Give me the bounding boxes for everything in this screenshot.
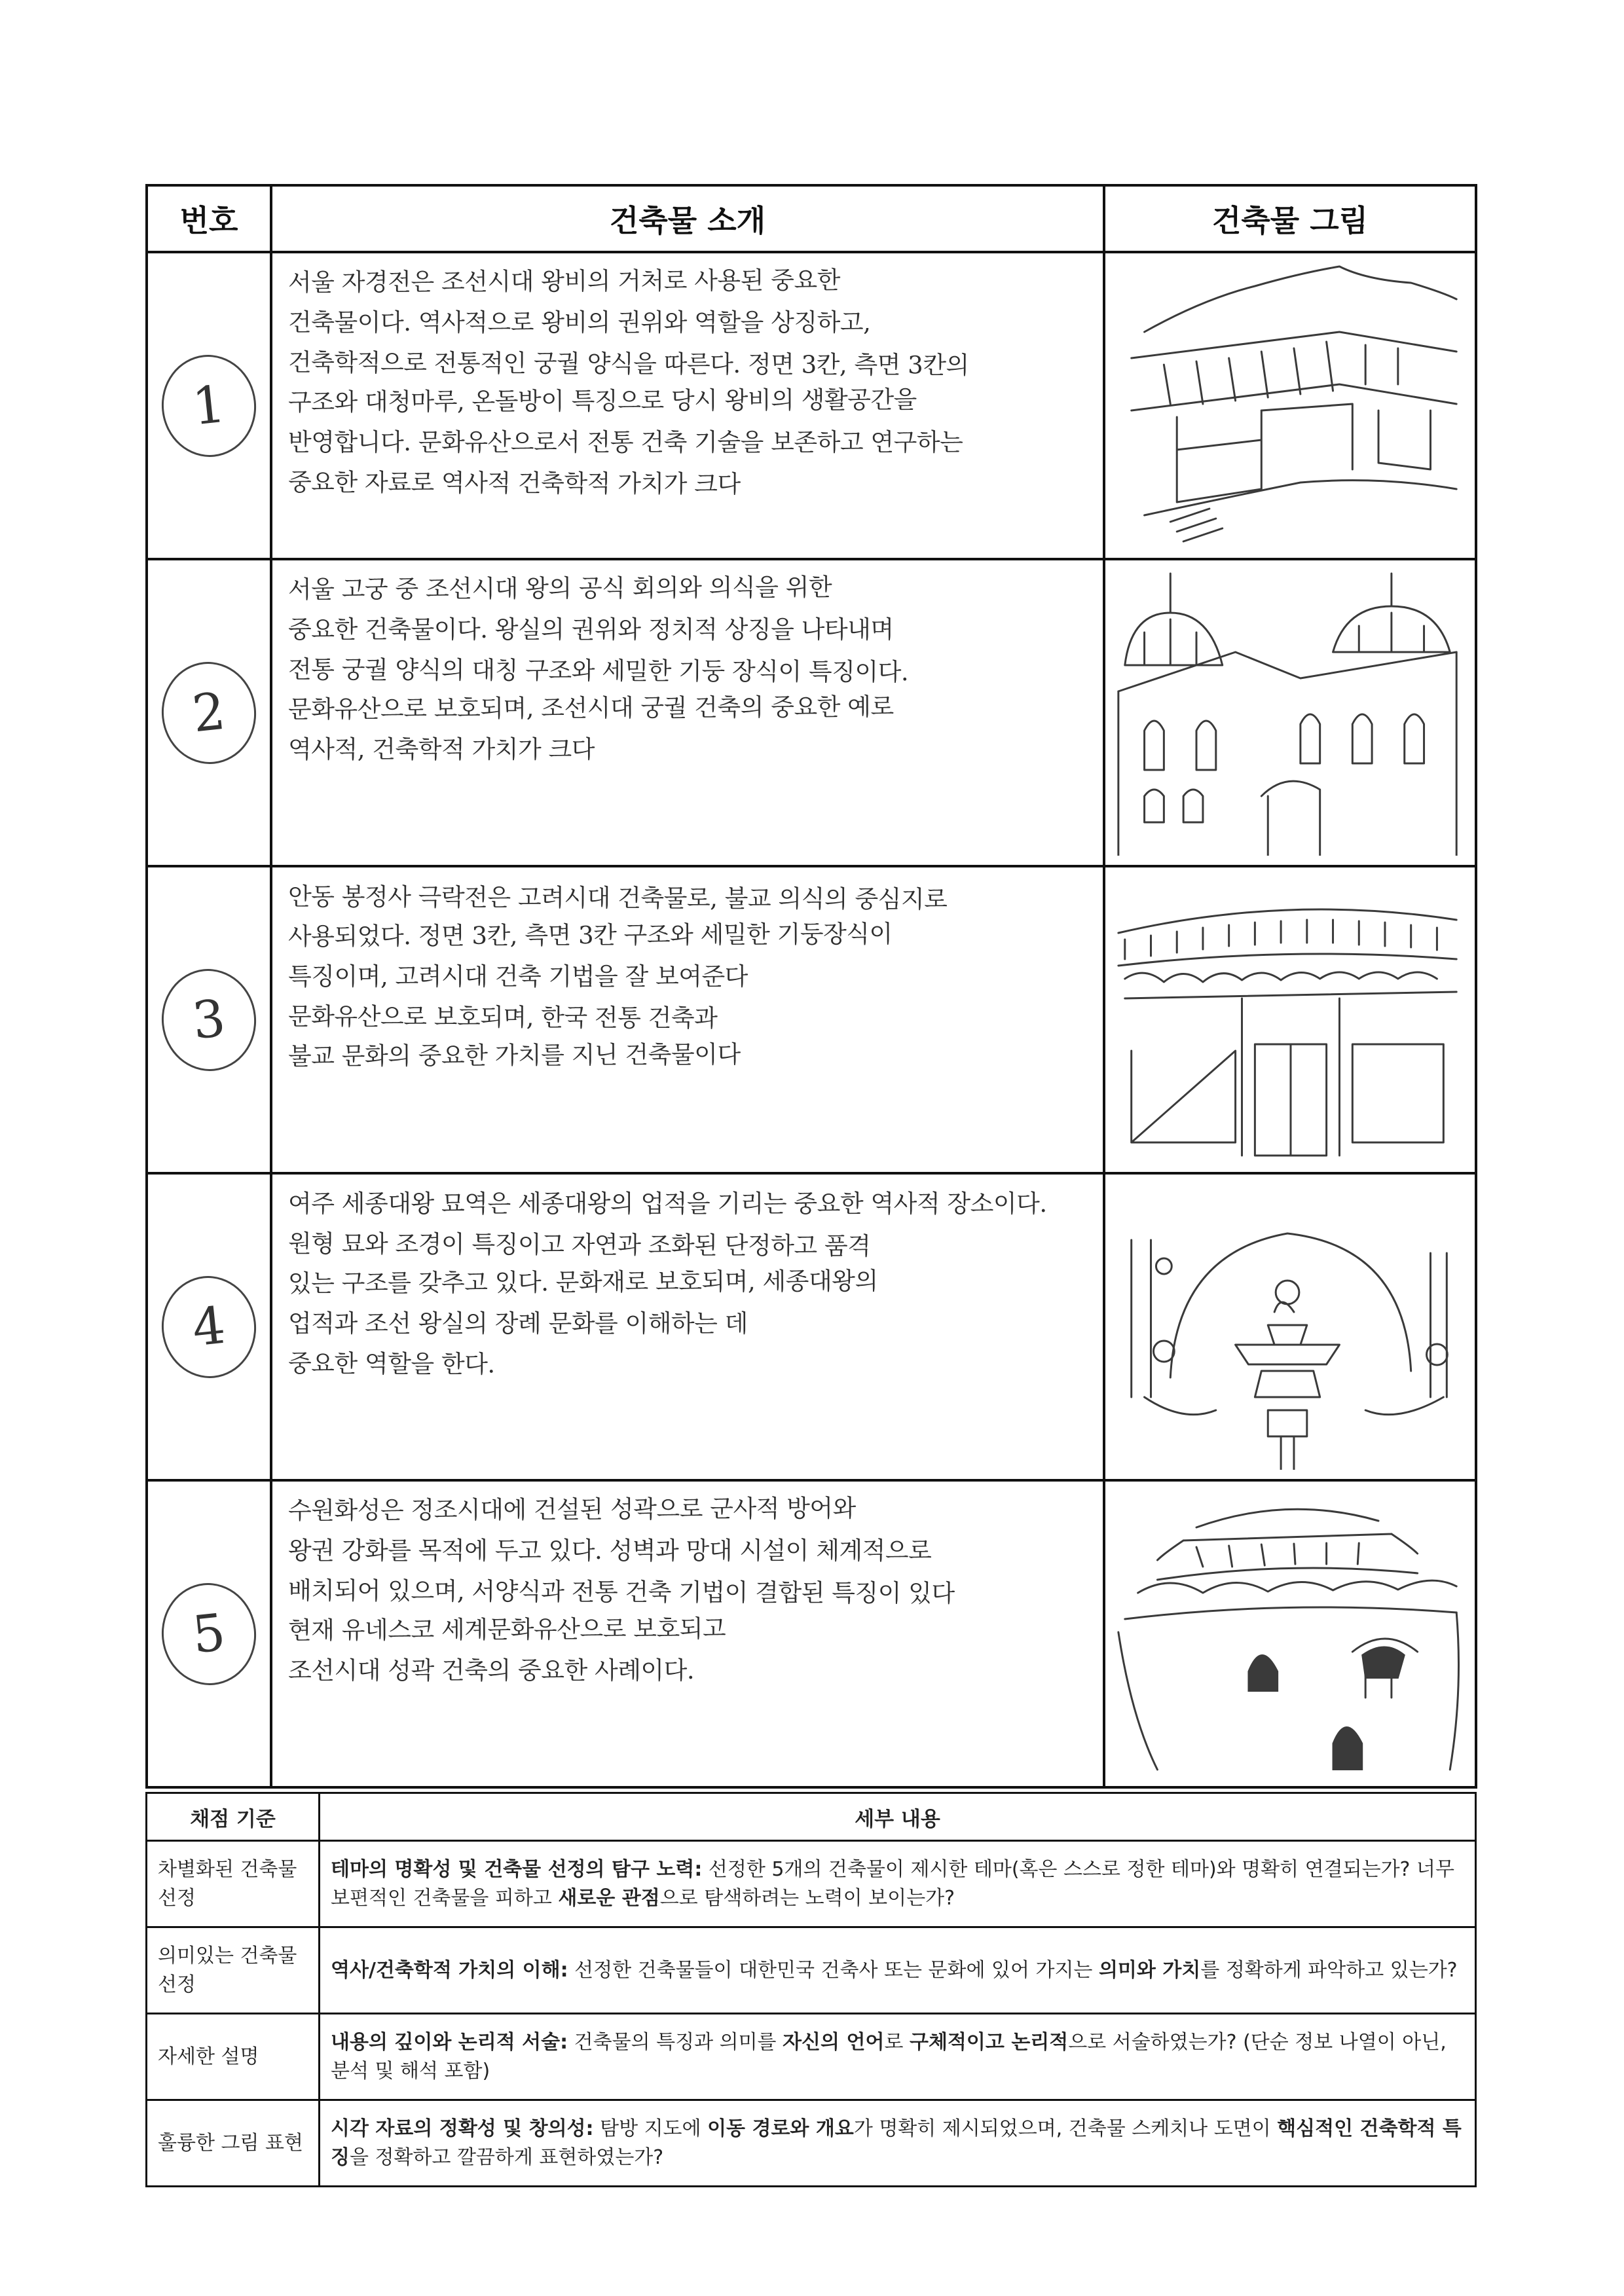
- intro-line: 안동 봉정사 극락전은 고려시대 건축물로, 불교 의식의 중심지로: [288, 883, 948, 914]
- table-row: [147, 252, 1476, 559]
- intro-line: 서울 고궁 중 조선시대 왕의 공식 회의와 의식을 위한: [288, 573, 832, 604]
- drawing-cell: [1104, 559, 1476, 866]
- rubric-row: [147, 2100, 1476, 2187]
- rubric-text: 으로 서술하였는가? (단순 정보 나열이 아닌, 분석 및 해석 포함): [331, 2030, 1447, 2083]
- worksheet-table: [145, 184, 1477, 1789]
- rubric-criteria-label: 훌륭한 그림 표현: [147, 2100, 320, 2187]
- intro-line: 건축물이다. 역사적으로 왕비의 권위와 역할을 상징하고,: [288, 308, 871, 337]
- rubric-keyword: 의미와 가치: [1098, 1958, 1201, 1982]
- row-number-circle: 5: [157, 1578, 261, 1689]
- row-number-cell: [147, 252, 271, 559]
- intro-cell: [271, 866, 1104, 1173]
- rubric-criteria-details: [320, 2014, 1476, 2100]
- rubric-text: 으로 탐색하려는 노력이 보이는가?: [659, 1886, 955, 1910]
- drawing-cell: [1104, 1173, 1476, 1480]
- domed-palace-sketch-icon: [1105, 560, 1475, 856]
- handwritten-intro: [288, 877, 1091, 1076]
- intro-line: 원형 묘와 조경이 특징이고 자연과 조화된 단정하고 품격: [288, 1230, 871, 1260]
- rubric-header-details: 세부 내용: [320, 1793, 1476, 1841]
- worksheet-header-row: [147, 185, 1476, 252]
- rubric-row: [147, 1841, 1476, 1927]
- intro-line: 전통 궁궐 양식의 대칭 구조와 세밀한 기둥 장식이 특징이다.: [288, 655, 909, 687]
- rubric-criteria-label: 자세한 설명: [147, 2014, 320, 2100]
- rubric-criteria-details: [320, 2100, 1476, 2187]
- drawing-cell: [1104, 252, 1476, 559]
- hanok-hall-sketch-icon: [1105, 253, 1475, 549]
- temple-hall-sketch-icon: [1105, 867, 1475, 1163]
- handwritten-intro: [288, 263, 1091, 502]
- grading-rubric-table: [145, 1792, 1477, 2187]
- rubric-header-row: [147, 1793, 1476, 1841]
- intro-line: 배치되어 있으며, 서양식과 전통 건축 기법이 결합된 특징이 있다: [288, 1576, 955, 1608]
- rubric-text: 선정한 5개의 건축물이 제시한 테마(혹은 스스로 정한 테마)와 명확히 연결되는가? 너무 보편적인 건축물을 피하고: [331, 1857, 1454, 1910]
- drawing-cell: [1104, 1480, 1476, 1787]
- rubric-keyword: 새로운 관점: [558, 1886, 660, 1910]
- fortress-gate-sketch-icon: [1105, 1482, 1475, 1777]
- intro-line: 건축학적으로 전통적인 궁궐 양식을 따른다. 정면 3칸, 측면 3칸의: [288, 348, 969, 380]
- intro-line: 구조와 대청마루, 온돌방이 특징으로 당시 왕비의 생활공간을: [288, 385, 917, 416]
- rubric-criteria-details: [320, 1927, 1476, 2014]
- intro-cell: [271, 1480, 1104, 1787]
- table-row: [147, 866, 1476, 1173]
- intro-line: 수원화성은 정조시대에 건설된 성곽으로 군사적 방어와: [288, 1494, 856, 1525]
- header-drawing: 건축물 그림: [1104, 185, 1476, 252]
- intro-cell: [271, 559, 1104, 866]
- handwritten-intro: [288, 570, 1091, 769]
- intro-line: 문화유산으로 보호되며, 한국 전통 건축과: [288, 1002, 718, 1032]
- row-number-cell: [147, 559, 271, 866]
- rubric-criteria-label: 의미있는 건축물 선정: [147, 1927, 320, 2014]
- rubric-keyword: 시각 자료의 정확성 및 창의성:: [331, 2117, 594, 2140]
- intro-line: 역사적, 건축학적 가치가 크다: [288, 735, 595, 763]
- intro-line: 문화유산으로 보호되며, 조선시대 궁궐 건축의 중요한 예로: [288, 692, 894, 723]
- row-number-circle: 1: [157, 350, 261, 461]
- intro-line: 있는 구조를 갖추고 있다. 문화재로 보호되며, 세종대왕의: [288, 1267, 878, 1298]
- intro-line: 반영합니다. 문화유산으로서 전통 건축 기술을 보존하고 연구하는: [288, 428, 963, 456]
- row-number-cell: [147, 866, 271, 1173]
- rubric-keyword: 내용의 깊이와 논리적 서술:: [331, 2030, 568, 2054]
- rubric-row: [147, 2014, 1476, 2100]
- rubric-keyword: 역사/건축학적 가치의 이해:: [331, 1958, 568, 1982]
- rubric-criteria-details: [320, 1841, 1476, 1927]
- handwritten-intro: [288, 1491, 1091, 1690]
- rubric-criteria-label: 차별화된 건축물 선정: [147, 1841, 320, 1927]
- intro-line: 중요한 건축물이다. 왕실의 권위와 정치적 상징을 나타내며: [288, 615, 894, 644]
- intro-line: 업적과 조선 왕실의 장례 문화를 이해하는 데: [288, 1309, 748, 1338]
- row-number-circle: 3: [157, 964, 261, 1075]
- rubric-text: 건축물의 특징과 의미를: [568, 2030, 783, 2054]
- rubric-keyword: 자신의 언어: [783, 2030, 885, 2054]
- row-number-circle: 2: [157, 657, 261, 768]
- royal-tomb-sketch-icon: [1105, 1175, 1475, 1470]
- handwritten-intro: [288, 1184, 1091, 1383]
- row-number-cell: [147, 1480, 271, 1787]
- rubric-text: 탐방 지도에: [593, 2117, 708, 2140]
- intro-line: 중요한 역할을 한다.: [288, 1349, 495, 1379]
- table-row: [147, 1480, 1476, 1787]
- table-row: [147, 1173, 1476, 1480]
- rubric-keyword: 구체적이고 논리적: [909, 2030, 1069, 2054]
- rubric-text: 가 명확히 제시되었으며, 건축물 스케치나 도면이: [853, 2117, 1278, 2140]
- rubric-keyword: 이동 경로와 개요: [707, 2117, 854, 2140]
- rubric-text: 선정한 건축물들이 대한민국 건축사 또는 문화에 있어 가지는: [568, 1958, 1099, 1982]
- header-number: 번호: [147, 185, 271, 252]
- intro-line: 조선시대 성곽 건축의 중요한 사례이다.: [288, 1656, 695, 1685]
- rubric-header-criteria: 채점 기준: [147, 1793, 320, 1841]
- rubric-text: 로: [884, 2030, 910, 2054]
- intro-line: 특징이며, 고려시대 건축 기법을 잘 보여준다: [288, 962, 748, 991]
- intro-line: 여주 세종대왕 묘역은 세종대왕의 업적을 기리는 중요한 역사적 장소이다.: [288, 1190, 1047, 1218]
- intro-line: 현재 유네스코 세계문화유산으로 보호되고: [288, 1614, 726, 1645]
- rubric-row: [147, 1927, 1476, 2014]
- rubric-text: 을 정확하고 깔끔하게 표현하였는가?: [349, 2145, 664, 2169]
- intro-line: 서울 자경전은 조선시대 왕비의 거처로 사용된 중요한: [288, 266, 840, 297]
- drawing-cell: [1104, 866, 1476, 1173]
- row-number-circle: 4: [157, 1271, 261, 1382]
- intro-line: 불교 문화의 중요한 가치를 지닌 건축물이다: [288, 1040, 741, 1070]
- rubric-text: 를 정확하게 파악하고 있는가?: [1200, 1958, 1458, 1982]
- intro-line: 왕권 강화를 목적에 두고 있다. 성벽과 망대 시설이 체계적으로: [288, 1537, 932, 1565]
- intro-line: 사용되었다. 정면 3칸, 측면 3칸 구조와 세밀한 기둥장식이: [288, 919, 893, 951]
- rubric-keyword: 테마의 명확성 및 건축물 선정의 탐구 노력:: [331, 1857, 703, 1881]
- intro-cell: [271, 1173, 1104, 1480]
- intro-cell: [271, 252, 1104, 559]
- intro-line: 중요한 자료로 역사적 건축학적 가치가 크다: [288, 468, 741, 499]
- row-number-cell: [147, 1173, 271, 1480]
- header-intro: 건축물 소개: [271, 185, 1104, 252]
- rubric-keyword: 핵심적인 건축학적 특징: [331, 2117, 1462, 2169]
- table-row: [147, 559, 1476, 866]
